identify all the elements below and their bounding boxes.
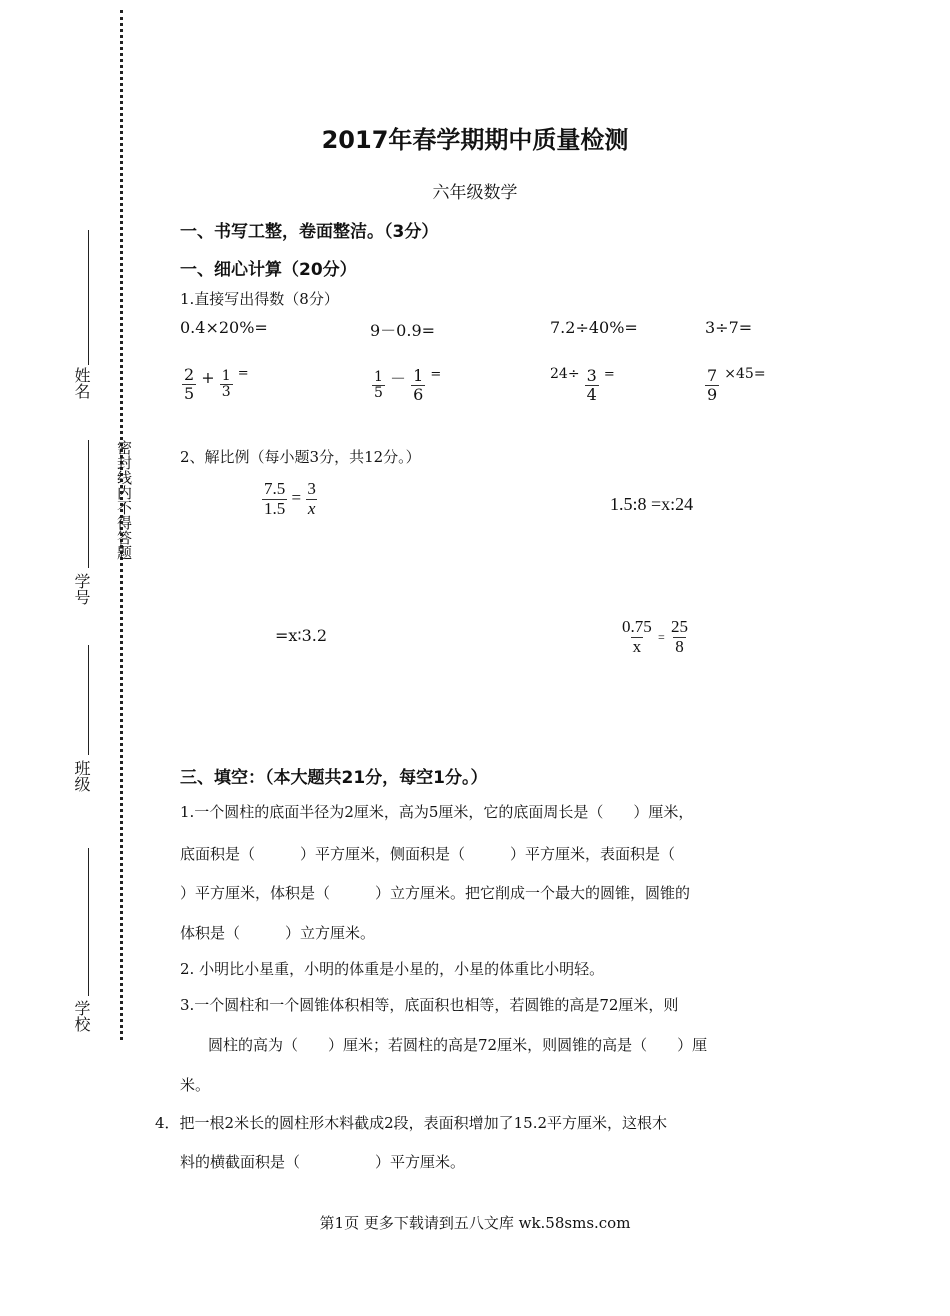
fraction: $\frac{25}{8}$ [671,617,689,656]
proportion-2: 1.5:8 =x:24 [610,494,694,514]
calc-7: 24÷ $\frac{3}{4}$ = [550,366,615,404]
class-label: 班级 [72,760,91,792]
name-blank-line [88,230,89,365]
fill-line: 料的横截面积是（ ）平方厘米。 [180,1153,466,1171]
fill-line: 4．把一根2米长的圆柱形木料截成2段，表面积增加了15.2平方厘米，这根木 [155,1114,668,1132]
page-footer: 第1页 更多下载请到五八文库 wk.58sms.com [319,1214,631,1232]
fraction: $\frac{7}{9}$ [707,366,718,404]
fraction: $\frac{1}{5}$ [374,368,383,401]
fill-line: 米。 [180,1076,211,1094]
proportion-1: $\frac{7.5}{1.5}$ = $\frac{3}{x}$ [264,479,316,518]
fill-line: 3.一个圆柱和一个圆锥体积相等，底面积也相等，若圆锥的高是72厘米，则 [180,996,679,1014]
fill-line: 体积是（ ）立方厘米。 [180,924,376,942]
section1-heading: 一、书写工整，卷面整洁。（3分） [180,222,439,242]
fraction: $\frac{7.5}{1.5}$ [264,479,286,518]
name-label: 姓名 [72,367,91,399]
fill-line: 2. 小明比小星重，小明的体重是小星的，小星的体重比小明轻。 [180,960,605,978]
fraction: $\frac{1}{6}$ [413,366,424,404]
fraction: $\frac{1}{3}$ [221,367,231,400]
number-blank-line [88,440,89,568]
calc-6: $\frac{1}{5}$ － $\frac{1}{6}$ = [374,366,442,404]
calc-3: 7.2÷40%= [550,318,638,337]
school-blank-line [88,848,89,996]
fraction: $\frac{3}{x}$ [307,479,316,518]
fill-line: ）平方厘米，体积是（ ）立方厘米。把它削成一个最大的圆锥，圆锥的 [180,884,691,902]
fill-line: 底面积是（ ）平方厘米，侧面积是（ ）平方厘米，表面积是（ [180,845,676,863]
fill-line: 1.一个圆柱的底面半径为2厘米，高为5厘米，它的底面周长是（ ）厘米， [180,803,694,821]
proportion-3: =x∶3.2 [275,626,328,645]
calc-5: $\frac{2}{5}$ + $\frac{1}{3}$ = [184,365,249,403]
section3-heading: 三、填空：（本大题共21分，每空1分。） [180,768,488,788]
calc-4: 3÷7= [705,318,753,337]
q1-title: 1.直接写出得数（8分） [180,290,339,308]
page-title: 2017年春学期期中质量检测 [321,126,629,154]
number-label: 学号 [72,573,91,605]
proportion-4: $\frac{0.75}{x}$ = $\frac{25}{8}$ [622,617,689,656]
fraction: $\frac{3}{4}$ [586,366,597,404]
section2-heading: 一、细心计算（20分） [180,260,357,280]
school-label: 学校 [72,1000,91,1032]
calc-2: 9－0.9= [370,321,436,340]
fraction: $\frac{0.75}{x}$ [622,617,652,656]
calc-1: 0.4×20%= [180,318,268,337]
class-blank-line [88,645,89,755]
q2-title: 2、解比例（每小题3分，共12分。） [180,448,421,466]
fraction: $\frac{2}{5}$ [184,365,195,403]
calc-8: $\frac{7}{9}$ ×45= [707,366,766,404]
page-subtitle: 六年级数学 [432,183,518,203]
seal-warning-text: 密封线内不得答题 [115,440,133,560]
fill-line: 圆柱的高为（ ）厘米；若圆柱的高是72厘米，则圆锥的高是（ ）厘 [208,1036,708,1054]
